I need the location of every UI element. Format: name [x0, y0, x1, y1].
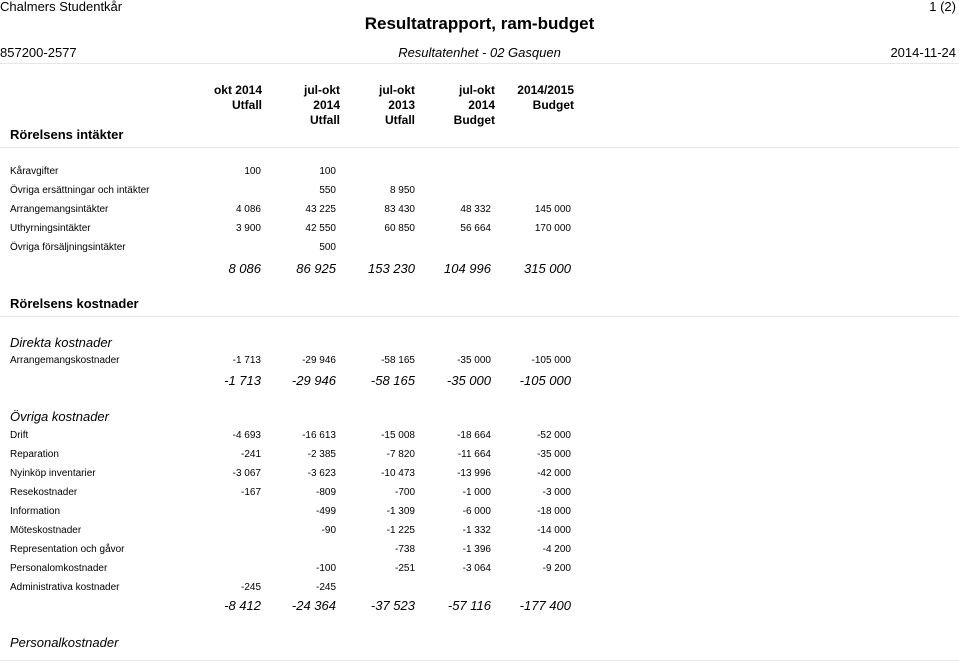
value-cell: -42 000 — [537, 468, 571, 479]
direct-costs-heading: Direkta kostnader — [10, 335, 112, 350]
row-label: Övriga ersättningar och intäkter — [10, 185, 150, 196]
page-number: 1 (2) — [929, 0, 956, 14]
row-label: Administrativa kostnader — [10, 582, 120, 593]
row-label: Uthyrningsintäkter — [10, 223, 91, 234]
column-header-line: okt 2014 — [213, 83, 262, 97]
row-label: Kåravgifter — [10, 166, 59, 177]
column-header-line: Utfall — [232, 98, 262, 112]
value-cell: -809 — [315, 487, 336, 498]
row-label: Personalomkostnader — [10, 563, 108, 574]
value-cell: 100 — [244, 166, 261, 177]
value-cell: 500 — [319, 242, 336, 253]
value-cell: -105 000 — [531, 355, 571, 366]
value-cell: 145 000 — [534, 204, 571, 215]
total-cell: 104 996 — [444, 261, 491, 276]
value-cell: -251 — [394, 563, 415, 574]
value-cell: -167 — [240, 487, 261, 498]
total-cell: 153 230 — [368, 261, 415, 276]
column-header-line: jul-okt — [459, 83, 495, 97]
column-header-line: 2014/2015 — [517, 83, 574, 97]
column-header-line: Utfall — [310, 113, 340, 127]
value-cell: -29 946 — [302, 355, 336, 366]
income-heading: Rörelsens intäkter — [10, 127, 124, 142]
value-cell: -35 000 — [537, 449, 571, 460]
row-label: Möteskostnader — [10, 525, 82, 536]
report-title: Resultatrapport, ram-budget — [364, 14, 595, 33]
row-label: Nyinköp inventarier — [10, 468, 96, 479]
value-cell: -15 008 — [381, 430, 415, 441]
row-label: Information — [10, 506, 61, 517]
costs-heading: Rörelsens kostnader — [10, 296, 139, 311]
value-cell: -245 — [315, 582, 336, 593]
total-cell: -24 364 — [291, 598, 336, 613]
personnel-costs-heading: Personalkostnader — [10, 635, 119, 650]
value-cell: -3 064 — [462, 563, 491, 574]
value-cell: -18 664 — [457, 430, 491, 441]
total-cell: 8 086 — [228, 261, 261, 276]
value-cell: -3 623 — [307, 468, 336, 479]
column-header-line: 2014 — [313, 98, 340, 112]
value-cell: -11 664 — [457, 449, 491, 460]
total-cell: -29 946 — [291, 373, 336, 388]
value-cell: -13 996 — [457, 468, 491, 479]
value-cell: 42 550 — [305, 223, 336, 234]
value-cell: -700 — [394, 487, 415, 498]
value-cell: -3 000 — [542, 487, 571, 498]
value-cell: -1 000 — [462, 487, 491, 498]
column-header-line: 2014 — [468, 98, 495, 112]
section-divider — [0, 316, 959, 317]
row-label: Representation och gåvor — [10, 544, 125, 555]
value-cell: -1 396 — [462, 544, 491, 555]
value-cell: -9 200 — [542, 563, 571, 574]
header-divider — [0, 63, 959, 64]
account-number: 857200-2577 — [0, 45, 77, 60]
value-cell: 3 900 — [235, 223, 261, 234]
value-cell: -14 000 — [537, 525, 571, 536]
value-cell: -4 200 — [542, 544, 571, 555]
value-cell: -245 — [240, 582, 261, 593]
column-header-line: 2013 — [388, 98, 415, 112]
value-cell: -1 225 — [386, 525, 415, 536]
row-label: Arrangemangskostnader — [10, 355, 120, 366]
row-label: Reparation — [10, 449, 59, 460]
value-cell: 48 332 — [460, 204, 491, 215]
value-cell: -2 385 — [307, 449, 336, 460]
total-cell: 86 925 — [296, 261, 336, 276]
total-cell: -105 000 — [519, 373, 571, 388]
total-cell: -57 116 — [447, 598, 491, 613]
total-cell: 315 000 — [524, 261, 571, 276]
total-cell: -177 400 — [519, 598, 571, 613]
value-cell: -90 — [321, 525, 336, 536]
value-cell: 56 664 — [460, 223, 491, 234]
value-cell: -35 000 — [457, 355, 491, 366]
value-cell: 4 086 — [235, 204, 261, 215]
value-cell: 550 — [319, 185, 336, 196]
row-label: Drift — [10, 430, 29, 441]
value-cell: -58 165 — [381, 355, 415, 366]
value-cell: 100 — [319, 166, 336, 177]
value-cell: 8 950 — [389, 185, 415, 196]
value-cell: -241 — [240, 449, 261, 460]
value-cell: -16 613 — [302, 430, 336, 441]
value-cell: -100 — [315, 563, 336, 574]
total-cell: -8 412 — [224, 598, 261, 613]
value-cell: -10 473 — [381, 468, 415, 479]
total-cell: -37 523 — [370, 598, 415, 613]
column-header-line: Budget — [453, 113, 495, 127]
value-cell: -1 309 — [386, 506, 415, 517]
row-label: Arrangemangsintäkter — [10, 204, 109, 215]
value-cell: 60 850 — [384, 223, 415, 234]
value-cell: -738 — [394, 544, 415, 555]
value-cell: -6 000 — [462, 506, 491, 517]
row-label: Resekostnader — [10, 487, 78, 498]
total-cell: -35 000 — [446, 373, 491, 388]
total-cell: -1 713 — [224, 373, 261, 388]
column-header — [474, 83, 574, 113]
value-cell: -1 332 — [462, 525, 491, 536]
other-costs-heading: Övriga kostnader — [10, 409, 109, 424]
value-cell: 83 430 — [384, 204, 415, 215]
column-header-line: jul-okt — [379, 83, 415, 97]
value-cell: -18 000 — [537, 506, 571, 517]
footer-divider — [0, 660, 959, 661]
report-date: 2014-11-24 — [890, 45, 956, 60]
total-cell: -58 165 — [370, 373, 415, 388]
value-cell: -7 820 — [386, 449, 415, 460]
value-cell: 170 000 — [534, 223, 571, 234]
value-cell: 43 225 — [305, 204, 336, 215]
value-cell: -499 — [315, 506, 336, 517]
row-label: Övriga försäljningsintäkter — [10, 242, 126, 253]
column-header-line: jul-okt — [304, 83, 340, 97]
section-divider — [0, 147, 959, 148]
value-cell: -52 000 — [537, 430, 571, 441]
column-header-line: Utfall — [385, 113, 415, 127]
result-unit: Resultatenhet - 02 Gasquen — [398, 45, 561, 60]
value-cell: -4 693 — [232, 430, 261, 441]
column-header-line: Budget — [532, 98, 574, 112]
value-cell: -1 713 — [232, 355, 261, 366]
value-cell: -3 067 — [232, 468, 261, 479]
organization-name: Chalmers Studentkår — [0, 0, 123, 14]
